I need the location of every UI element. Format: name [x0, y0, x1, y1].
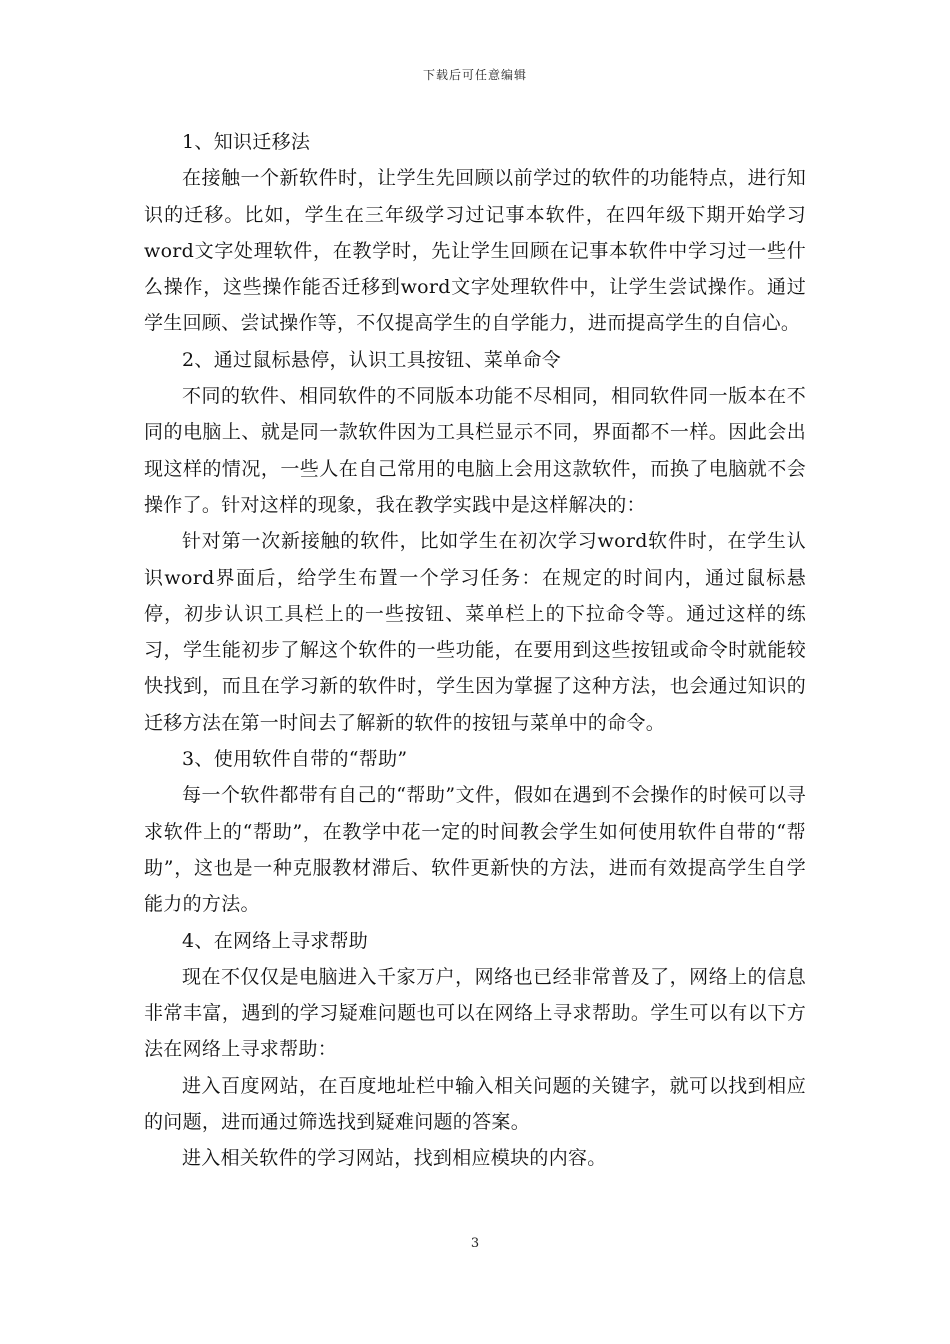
- page-number: 3: [470, 1236, 480, 1251]
- page-header-note: 下载后可任意编辑: [422, 68, 527, 82]
- paragraph: 现在不仅仅是电脑进入千家万户，网络也已经非常普及了，网络上的信息非常丰富，遇到的学习疑难问题也可以在网络上寻求帮助。学生可以有以下方法在网络上寻求帮助：: [144, 965, 806, 1061]
- paragraph: 针对第一次新接触的软件，比如学生在初次学习word软件时，在学生认识word界面后，给学生布置一个学习任务：在规定的时间内，通过鼠标悬停，初步认识工具栏上的一些按钮、菜单栏上的下拉命令等。通过这样的练习，学生能初步了解这个软件的一些功能，在要用到这些按钮或命令时就能较快找到，而且在学习新的软件时，学生因为掌握了这种方法，也会通过知识的迁移方法在第一时间去了解新的软件的按钮与菜单中的命令。: [144, 530, 806, 734]
- paragraph: 进入相关软件的学习网站，找到相应模块的内容。: [182, 1147, 607, 1170]
- paragraph: 不同的软件、相同软件的不同版本功能不尽相同，相同软件同一版本在不同的电脑上、就是同一款软件因为工具栏显示不同，界面都不一样。因此会出现这样的情况，一些人在自己常用的电脑上会用这款软件，而换了电脑就不会操作了。针对这样的现象，我在教学实践中是这样解决的：: [144, 385, 806, 516]
- paragraph: 进入百度网站，在百度地址栏中输入相关问题的关键字，就可以找到相应的问题，进而通过筛选找到疑难问题的答案。: [144, 1074, 806, 1134]
- section-heading-1: 1、知识迁移法: [182, 131, 311, 153]
- document-body: [144, 124, 806, 1177]
- section-heading-2: 2、通过鼠标悬停，认识工具按钮、菜单命令: [182, 348, 562, 371]
- paragraph: 在接触一个新软件时，让学生先回顾以前学过的软件的功能特点，进行知识的迁移。比如，学生在三年级学习过记事本软件，在四年级下期开始学习word文字处理软件，在教学时，先让学生回顾在记事本软件中学习过一些什么操作，这些操作能否迁移到word文字处理软件中，让学生尝试操作。通过学生回顾、尝试操作等，不仅提高学生的自学能力，进而提高学生的自信心。: [144, 167, 806, 335]
- section-heading-4: 4、在网络上寻求帮助: [182, 929, 369, 952]
- paragraph: 每一个软件都带有自己的“帮助”文件，假如在遇到不会操作的时候可以寻求软件上的“帮助”，在教学中花一定的时间教会学生如何使用软件自带的“帮助”，这也是一种克服教材滞后、软件更新快的方法，进而有效提高学生自学能力的方法。: [144, 784, 806, 916]
- section-heading-3: 3、使用软件自带的“帮助”: [182, 748, 408, 771]
